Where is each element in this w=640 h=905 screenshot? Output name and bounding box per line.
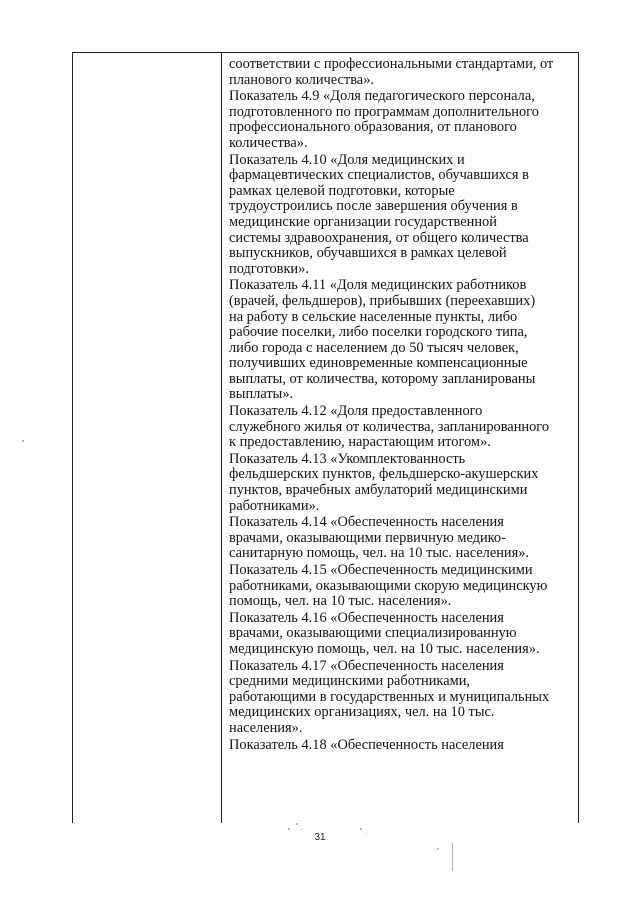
scan-speck	[366, 833, 367, 834]
paragraph-indicator-4-10: Показатель 4.10 «Доля медицинских и фармацевтических специалистов, обучавшихся в рамках целевой подготовки, которые трудоустроились после завершения обучения в медицинские организации государственной системы здравоохранения, от общего количества выпускников, обучавшихся в рамках целевой подготовки».	[229, 151, 529, 277]
page-number: 31	[314, 832, 326, 843]
paragraph-indicator-4-16: Показатель 4.16 «Обеспеченность населения врачами, оказывающими специализированную медицинскую помощь, чел. на 10 тыс. населения».	[229, 609, 540, 657]
paragraph-indicator-4-12: Показатель 4.12 «Доля предоставленного служебного жилья от количества, запланированного к предоставлению, нарастающим итогом».	[229, 403, 550, 451]
paragraph-indicator-4-13: Показатель 4.13 «Укомплектованность фельдшерских пунктов, фельдшерско-акушерских пунктов, врачебных амбулаторий медицинскими работниками».	[229, 450, 539, 514]
scan-speck	[288, 828, 290, 830]
scan-speck	[360, 828, 362, 830]
paragraph-indicator-4-18: Показатель 4.18 «Обеспеченность населения	[229, 736, 504, 753]
scan-speck	[437, 848, 439, 850]
scan-speck	[301, 829, 302, 830]
paragraph-indicator-4-14: Показатель 4.14 «Обеспеченность населения врачами, оказывающими первичную медико- санитарную помощь, чел. на 10 тыс. населения».	[229, 514, 530, 562]
table-right-column	[222, 53, 578, 823]
scan-artifact-line	[452, 843, 453, 871]
table-left-column	[73, 53, 222, 823]
paragraph-indicator-4-15: Показатель 4.15 «Обеспеченность медицинскими работниками, оказывающими скорую медицинскую помощь, чел. на 10 тыс. населения».	[229, 562, 548, 610]
paragraph-indicator-4-17: Показатель 4.17 «Обеспеченность населения средними медицинскими работниками, работающими в государственных и муниципальных медицинских организациях, чел. на 10 тыс. населения».	[229, 657, 550, 736]
indicator-table	[72, 52, 579, 823]
paragraph-indicator-4-11: Показатель 4.11 «Доля медицинских работников (врачей, фельдшеров), прибывших (переехавших) на работу в сельские населенные пункты, либо рабочие поселки, либо поселки городского типа, либо города с населением до 50 тысяч человек, получивших единовременные компенсационные выплаты, от количества, которому запланированы выплаты».	[229, 277, 536, 403]
paragraph-continuation: соответствии с профессиональными стандартами, от планового количества».	[229, 56, 554, 88]
paragraph-indicator-4-9: Показатель 4.9 «Доля педагогического персонала, подготовленного по программам дополнительного профессионального образования, от планового количества».	[229, 88, 539, 151]
scan-speck	[22, 440, 24, 442]
scan-speck	[296, 823, 298, 825]
